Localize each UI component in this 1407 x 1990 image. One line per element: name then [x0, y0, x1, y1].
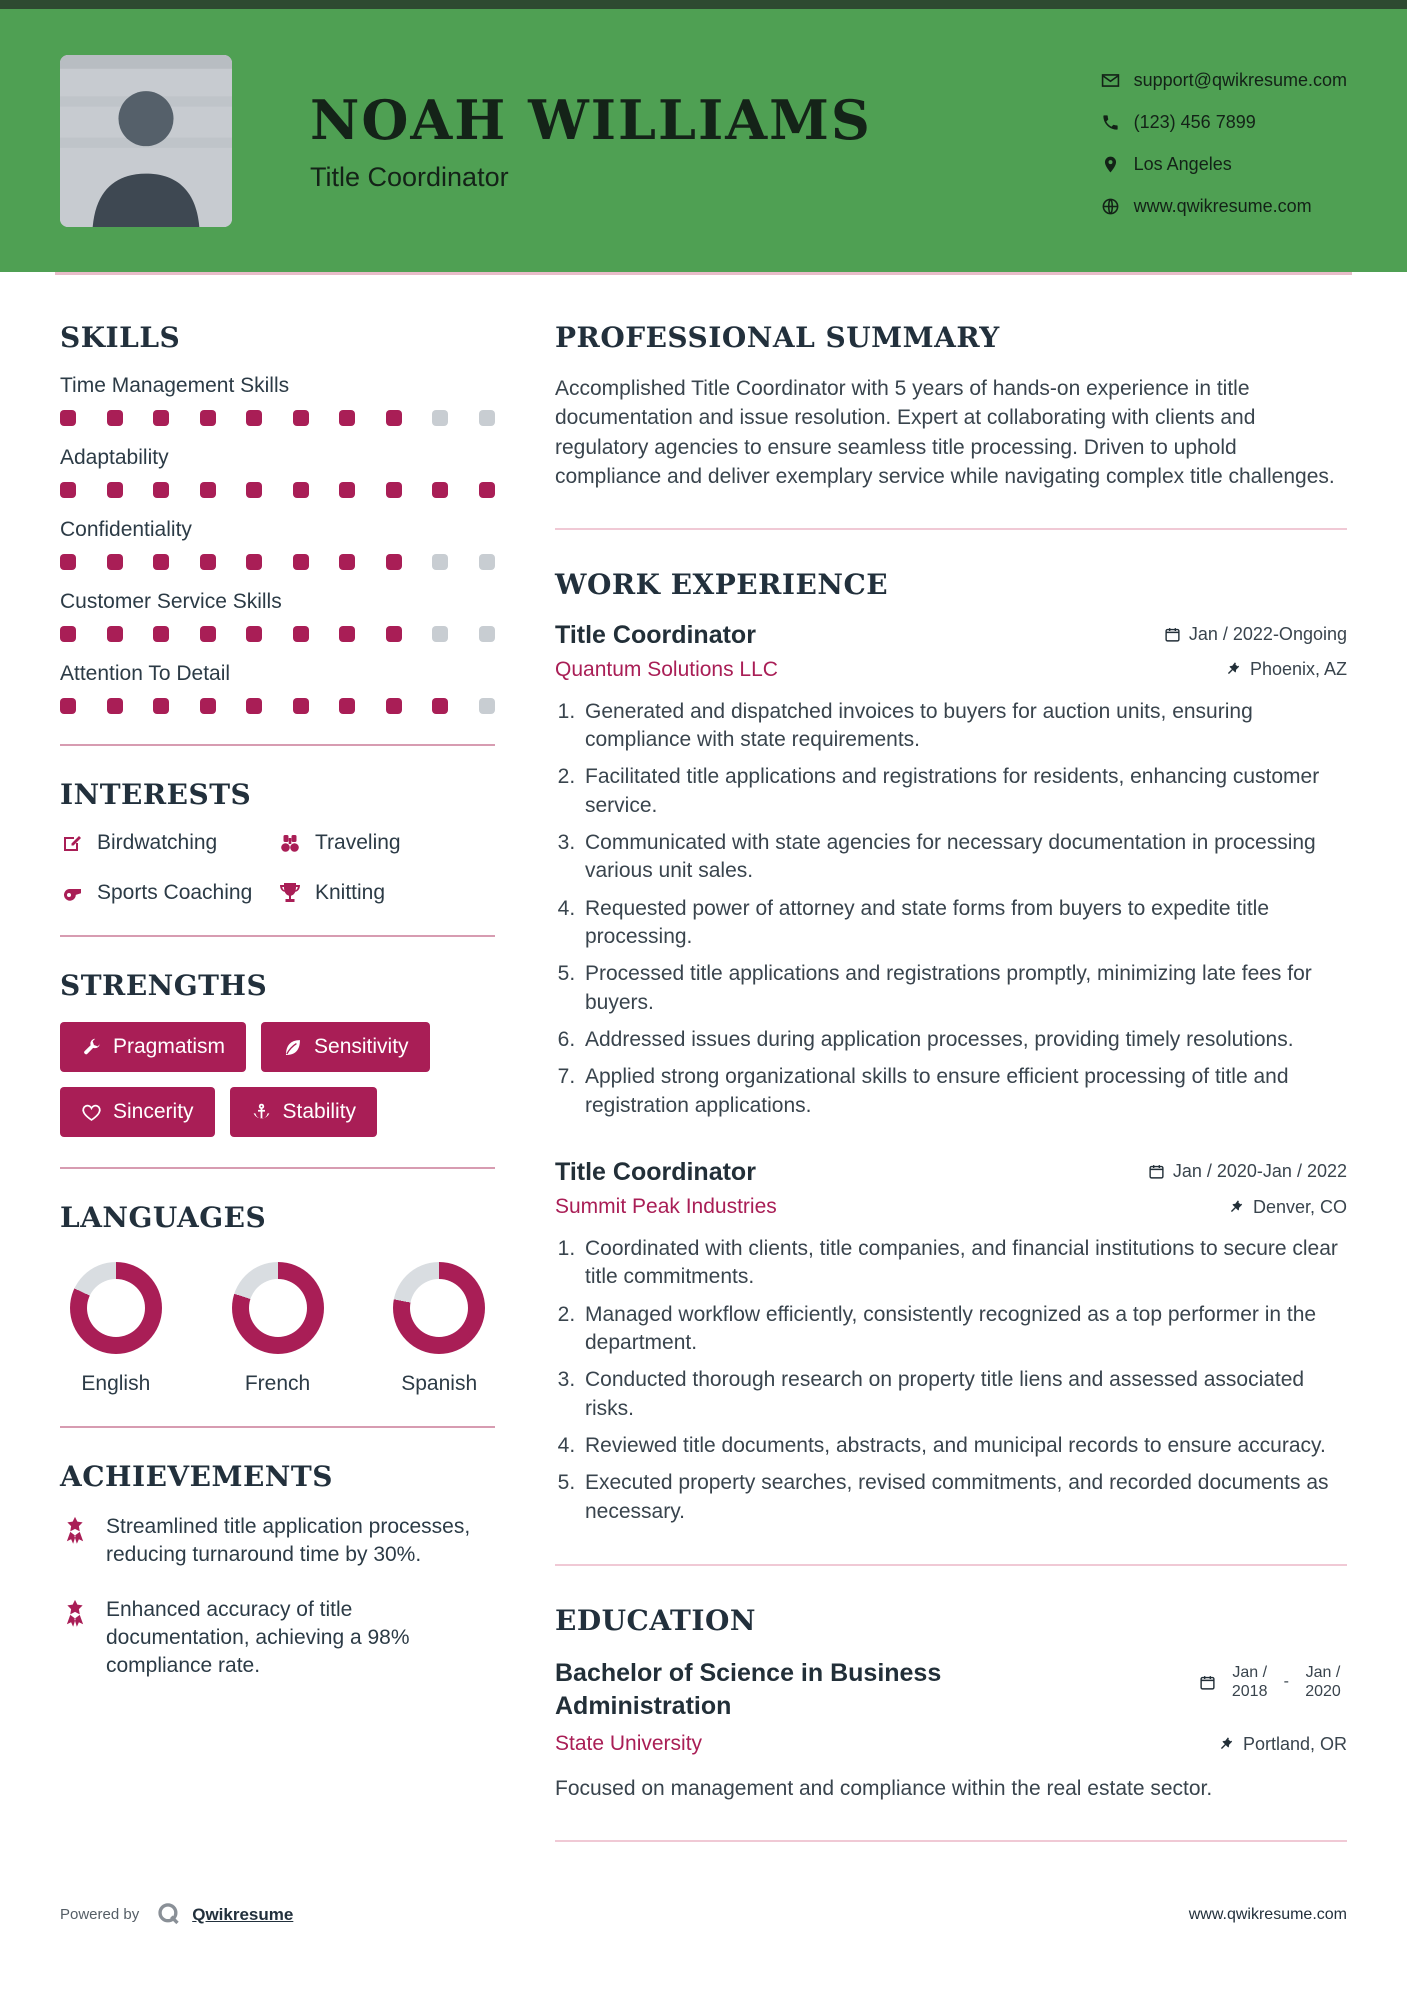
job-company: Summit Peak Industries — [555, 1195, 777, 1219]
skill-item — [60, 662, 495, 714]
rating-dot — [107, 482, 123, 498]
job-dates — [1148, 1161, 1347, 1182]
rating-dot — [60, 626, 76, 642]
rating-dot — [479, 410, 495, 426]
interest-label: Birdwatching — [97, 831, 218, 854]
section-divider — [555, 1564, 1347, 1566]
education-dates — [1199, 1663, 1347, 1701]
section-divider — [555, 528, 1347, 530]
skill-rating — [60, 410, 495, 426]
language-label: English — [81, 1372, 151, 1395]
languages-heading: LANGUAGES — [60, 1201, 267, 1234]
job-bullet-list — [555, 698, 1347, 1120]
anchor-icon — [251, 1102, 272, 1123]
strength-chip — [60, 1022, 246, 1072]
achievements-section — [60, 1513, 495, 1681]
achievement-item — [60, 1513, 495, 1570]
achievement-text: Streamlined title application processes, reducing turnaround time by 30%. — [106, 1515, 471, 1567]
job-bullet: 5. Executed property searches, revised commitments, and recorded documents as necessary. — [581, 1469, 1347, 1526]
job-company: Quantum Solutions LLC — [555, 657, 778, 681]
pin-icon — [1218, 1736, 1235, 1753]
contact-phone-text: (123) 456 7899 — [1133, 112, 1256, 132]
qwikresume-brand-link[interactable]: Qwikresume — [192, 1904, 294, 1924]
contact-block — [1101, 64, 1347, 217]
rating-dot — [107, 554, 123, 570]
rating-dot — [386, 698, 402, 714]
education-date-start: Jan / 2018 — [1231, 1664, 1268, 1701]
rating-dot — [386, 410, 402, 426]
rating-dot — [339, 482, 355, 498]
job-bullet: 4. Requested power of attorney and state forms from buyers to expedite title processing. — [581, 895, 1347, 952]
skills-heading: SKILLS — [60, 321, 181, 354]
rating-dot — [107, 410, 123, 426]
summary-heading: PROFESSIONAL SUMMARY — [555, 321, 1000, 354]
job-dates — [1164, 624, 1347, 645]
contact-email[interactable] — [1101, 70, 1347, 91]
education-date-dash: - — [1283, 1673, 1289, 1691]
skill-label: Time Management Skills — [60, 374, 290, 397]
skill-label: Confidentiality — [60, 518, 192, 541]
section-divider — [60, 744, 495, 746]
job-bullet: 5. Processed title applications and registrations promptly, minimizing late fees for buyers. — [581, 960, 1347, 1017]
section-divider — [60, 1426, 495, 1428]
skill-item — [60, 446, 495, 498]
rating-dot — [246, 698, 262, 714]
candidate-name: NOAH WILLIAMS — [310, 88, 872, 152]
interest-label: Knitting — [315, 881, 386, 904]
strength-chip — [230, 1087, 378, 1137]
edit-icon — [60, 831, 84, 855]
rating-dot — [200, 698, 216, 714]
location-icon — [1101, 155, 1120, 174]
job-location — [1228, 1197, 1347, 1218]
rating-dot — [153, 410, 169, 426]
school-name: State University — [555, 1732, 703, 1756]
rating-dot — [339, 626, 355, 642]
skill-item — [60, 590, 495, 642]
pin-icon — [1228, 1199, 1245, 1216]
skill-rating — [60, 554, 495, 570]
rating-dot — [479, 698, 495, 714]
skill-item — [60, 374, 495, 426]
skill-label: Customer Service Skills — [60, 590, 282, 613]
language-label: French — [244, 1372, 311, 1395]
skill-rating — [60, 626, 495, 642]
rating-dot — [60, 410, 76, 426]
job-bullet: 1. Generated and dispatched invoices to buyers for auction units, ensuring compliance with state requirements. — [581, 698, 1347, 755]
experience-heading: WORK EXPERIENCE — [555, 567, 889, 601]
whistle-icon — [60, 881, 84, 905]
language-item — [60, 1262, 172, 1396]
rating-dot — [386, 482, 402, 498]
rating-dot — [386, 626, 402, 642]
interests-heading: INTERESTS — [60, 778, 252, 811]
education-description: Focused on management and compliance within the real estate sector. — [555, 1777, 1213, 1801]
rating-dot — [153, 554, 169, 570]
contact-phone — [1101, 112, 1347, 133]
job-dates-text: Jan / 2020-Jan / 2022 — [1172, 1161, 1347, 1182]
interest-item — [278, 831, 495, 855]
leaf-icon — [282, 1037, 303, 1058]
contact-email-text: support@qwikresume.com — [1133, 70, 1347, 90]
strengths-heading: STRENGTHS — [60, 969, 268, 1002]
wrench-icon — [81, 1037, 102, 1058]
contact-location-text: Los Angeles — [1133, 154, 1232, 174]
rating-dot — [200, 482, 216, 498]
rating-dot — [432, 482, 448, 498]
rating-dot — [339, 698, 355, 714]
job-bullet: 6. Addressed issues during application processes, providing timely resolutions. — [581, 1026, 1347, 1054]
binoculars-icon — [278, 831, 302, 855]
strength-label: Sincerity — [113, 1100, 194, 1123]
rating-dot — [479, 482, 495, 498]
trophy-icon — [278, 881, 302, 905]
calendar-icon — [1164, 626, 1181, 643]
main-content — [0, 275, 1407, 1880]
calendar-icon — [1148, 1163, 1165, 1180]
contact-website-text: www.qwikresume.com — [1133, 196, 1312, 216]
contact-location — [1101, 154, 1347, 175]
rating-dot — [200, 626, 216, 642]
job-bullet: 3. Conducted thorough research on property title liens and assessed associated risks. — [581, 1366, 1347, 1423]
strength-label: Sensitivity — [314, 1035, 409, 1058]
award-icon — [60, 1515, 90, 1545]
skills-section — [60, 374, 495, 714]
strength-chip — [261, 1022, 430, 1072]
calendar-icon — [1199, 1674, 1216, 1691]
achievements-heading: ACHIEVEMENTS — [60, 1460, 333, 1493]
language-label: Spanish — [401, 1372, 478, 1395]
rating-dot — [246, 410, 262, 426]
language-donut — [232, 1262, 324, 1354]
rating-dot — [107, 698, 123, 714]
rating-dot — [153, 482, 169, 498]
skill-rating — [60, 482, 495, 498]
interest-item — [60, 881, 278, 905]
qwikresume-logo-icon — [155, 1901, 182, 1928]
job-location — [1225, 659, 1347, 680]
job-bullet-list — [555, 1235, 1347, 1526]
rating-dot — [246, 626, 262, 642]
education-entry — [555, 1657, 1347, 1803]
rating-dot — [200, 554, 216, 570]
education-location — [1218, 1734, 1347, 1755]
interest-label: Traveling — [315, 831, 401, 854]
rating-dot — [293, 626, 309, 642]
powered-by-label: Powered by — [60, 1906, 140, 1923]
rating-dot — [153, 626, 169, 642]
rating-dot — [479, 626, 495, 642]
footer — [60, 1901, 1347, 1928]
interest-item — [60, 831, 278, 855]
interest-label: Sports Coaching — [97, 881, 253, 904]
email-icon — [1101, 71, 1120, 90]
section-divider — [60, 935, 495, 937]
job-bullet: 1. Coordinated with clients, title companies, and financial institutions to secure clear title commitments. — [581, 1235, 1347, 1292]
job-bullet: 2. Managed workflow efficiently, consistently recognized as a top performer in the department. — [581, 1301, 1347, 1358]
job-title: Title Coordinator — [555, 1158, 756, 1187]
section-divider — [555, 1840, 1347, 1842]
skill-item — [60, 518, 495, 570]
rating-dot — [432, 626, 448, 642]
rating-dot — [432, 698, 448, 714]
job-bullet: 2. Facilitated title applications and registrations for residents, enhancing customer service. — [581, 763, 1347, 820]
strength-label: Pragmatism — [113, 1035, 226, 1058]
pin-icon — [1225, 661, 1242, 678]
rating-dot — [293, 698, 309, 714]
rating-dot — [293, 410, 309, 426]
header — [0, 0, 1407, 272]
rating-dot — [432, 410, 448, 426]
languages-section — [60, 1254, 495, 1396]
heart-icon — [81, 1102, 102, 1123]
achievement-text: Enhanced accuracy of title documentation, achieving a 98% compliance rate. — [106, 1597, 410, 1678]
rating-dot — [339, 554, 355, 570]
education-date-end: Jan / 2020 — [1305, 1664, 1341, 1701]
rating-dot — [246, 482, 262, 498]
globe-icon — [1101, 197, 1120, 216]
candidate-title: Title Coordinator — [310, 162, 509, 192]
rating-dot — [60, 482, 76, 498]
education-location-text: Portland, OR — [1242, 1733, 1347, 1754]
strength-label: Stability — [282, 1100, 357, 1123]
interests-section — [60, 831, 495, 905]
job-entry — [555, 621, 1347, 1120]
skill-label: Adaptability — [60, 446, 169, 469]
rating-dot — [386, 554, 402, 570]
rating-dot — [60, 554, 76, 570]
language-donut — [393, 1262, 485, 1354]
identity-block — [310, 88, 872, 193]
job-location-text: Denver, CO — [1252, 1196, 1347, 1217]
contact-website[interactable] — [1101, 196, 1347, 217]
rating-dot — [293, 554, 309, 570]
section-divider — [60, 1167, 495, 1169]
left-column — [60, 321, 495, 1880]
interest-item — [278, 881, 495, 905]
job-title: Title Coordinator — [555, 620, 756, 649]
language-item — [222, 1262, 334, 1396]
rating-dot — [60, 698, 76, 714]
right-column — [555, 321, 1347, 1880]
job-bullet: 7. Applied strong organizational skills to ensure efficient processing of title and registration applications. — [581, 1063, 1347, 1120]
strengths-section — [60, 1022, 495, 1137]
summary-text: Accomplished Title Coordinator with 5 years of hands-on experience in title documentation and issue resolution. Expert at collaborating with clients and regulatory agencies to ensure seamless title processing. Driven to uphold compliance and deliver exemplary service while navigating complex title challenges. — [555, 377, 1335, 489]
footer-website: www.qwikresume.com — [1188, 1905, 1347, 1923]
language-item — [383, 1262, 495, 1396]
rating-dot — [153, 698, 169, 714]
rating-dot — [200, 410, 216, 426]
job-dates-text: Jan / 2022-Ongoing — [1188, 623, 1347, 644]
job-bullet: 3. Communicated with state agencies for necessary documentation in processing various unit sales. — [581, 829, 1347, 886]
skill-rating — [60, 698, 495, 714]
award-icon — [60, 1598, 90, 1628]
job-entry — [555, 1158, 1347, 1526]
rating-dot — [479, 554, 495, 570]
skill-label: Attention To Detail — [60, 662, 231, 685]
job-location-text: Phoenix, AZ — [1249, 659, 1347, 680]
achievement-item — [60, 1596, 495, 1681]
language-donut — [70, 1262, 162, 1354]
rating-dot — [246, 554, 262, 570]
person-silhouette-icon — [60, 55, 232, 227]
job-bullet: 4. Reviewed title documents, abstracts, and municipal records to ensure accuracy. — [581, 1432, 1347, 1460]
phone-icon — [1101, 113, 1120, 132]
rating-dot — [107, 626, 123, 642]
rating-dot — [432, 554, 448, 570]
education-heading: EDUCATION — [555, 1604, 756, 1638]
strength-chip — [60, 1087, 215, 1137]
profile-photo — [60, 55, 232, 227]
rating-dot — [293, 482, 309, 498]
rating-dot — [339, 410, 355, 426]
degree-title: Bachelor of Science in Business Administration — [555, 1659, 942, 1720]
